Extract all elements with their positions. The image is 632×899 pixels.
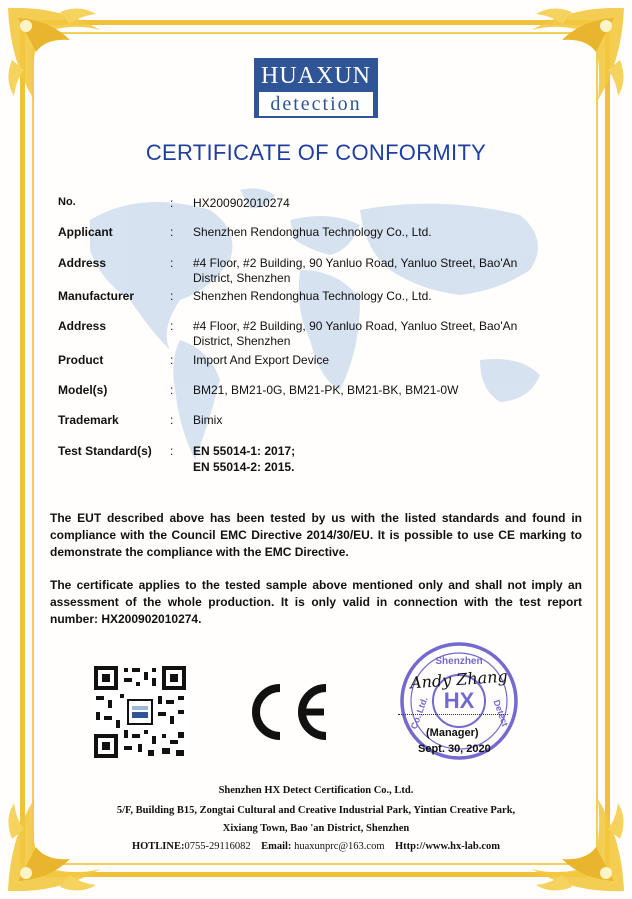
colon: : [170, 289, 174, 303]
models-value: BM21, BM21-0G, BM21-PK, BM21-BK, BM21-0W [193, 383, 459, 397]
logo-line1: HUAXUN [261, 63, 371, 89]
ce-mark-text: CE [286, 742, 288, 743]
manufacturer-label: Manufacturer [58, 289, 135, 303]
standard-1: EN 55014-1: 2017; [193, 444, 296, 458]
signer-role: (Manager) [426, 727, 479, 739]
colon: : [170, 383, 174, 397]
colon: : [170, 196, 174, 210]
qr-code-icon [92, 664, 188, 760]
validity-statement: The certificate applies to the tested sample above mentioned only and shall not imply an assessment of the whole production. It is only valid in connection with the test report number: HX200902010274. [50, 578, 582, 626]
no-label: No. [58, 196, 76, 208]
manufacturer-value: Shenzhen Rendonghua Technology Co., Ltd. [193, 289, 432, 303]
hotline-number: 0755-29116082 [184, 841, 251, 852]
seal-left: Co.,Ltd. [408, 695, 430, 731]
compliance-statement: The EUT described above has been tested by us with the listed standards and found in compliance with the Council EMC Directive 2014/30/EU. It is possible to use CE marking to demonstrate the compliance with the EMC Directive. [50, 511, 582, 559]
applicant-label: Applicant [58, 225, 113, 239]
colon: : [170, 413, 174, 427]
logo-line2: detection [259, 92, 373, 116]
manufacturer-address-value: #4 Floor, #2 Building, 90 Yanluo Road, Yanluo Street, Bao'An District, Shenzhen [193, 319, 518, 348]
colon: : [170, 225, 174, 239]
seal-top: Shenzhen [435, 656, 483, 667]
address-label: Address [58, 256, 107, 270]
applicant-value: Shenzhen Rendonghua Technology Co., Ltd. [193, 225, 432, 239]
seal-center: HX [443, 688, 475, 713]
hotline-label: HOTLINE: [131, 841, 185, 852]
colon: : [170, 353, 174, 367]
standards-label: Test Standard(s) [58, 444, 152, 458]
email-label: Email: [261, 841, 292, 852]
certificate-title: CERTIFICATE OF CONFORMITY [145, 140, 487, 165]
signature-line [398, 714, 508, 715]
manufacturer-address-label: Address [58, 319, 107, 333]
email-address: huaxunprc@163.com [294, 841, 385, 852]
website: Http://www.hx-lab.com [395, 841, 501, 852]
ce-mark-icon [240, 680, 332, 744]
colon: : [170, 256, 174, 270]
colon: : [170, 444, 174, 458]
trademark-value: Bimix [193, 413, 223, 427]
huaxun-logo [254, 58, 378, 118]
no-value: HX200902010274 [193, 196, 290, 210]
footer-contacts [0, 841, 632, 852]
signature: Andy Zhang [409, 666, 509, 693]
ornament-corner-icon [522, 0, 632, 110]
product-label: Product [58, 353, 104, 367]
footer-company: Shenzhen HX Detect Certification Co., Ltd. [218, 785, 414, 796]
issue-date: Sept. 30, 2020 [418, 743, 491, 755]
models-label: Model(s) [58, 383, 108, 397]
standard-2: EN 55014-2: 2015. [193, 460, 295, 474]
ornament-corner-icon [0, 0, 110, 110]
trademark-label: Trademark [58, 413, 119, 427]
footer-address-2: Xixiang Town, Bao 'an District, Shenzhen [222, 823, 410, 834]
product-value: Import And Export Device [193, 353, 330, 367]
seal-right: Detect [491, 698, 511, 728]
footer-address-1: 5/F, Building B15, Zongtai Cultural and Creative Industrial Park, Yintian Creative Park, [116, 805, 516, 816]
colon: : [170, 319, 174, 333]
address-value: #4 Floor, #2 Building, 90 Yanluo Road, Yanluo Street, Bao'An District, Shenzhen [193, 256, 518, 285]
